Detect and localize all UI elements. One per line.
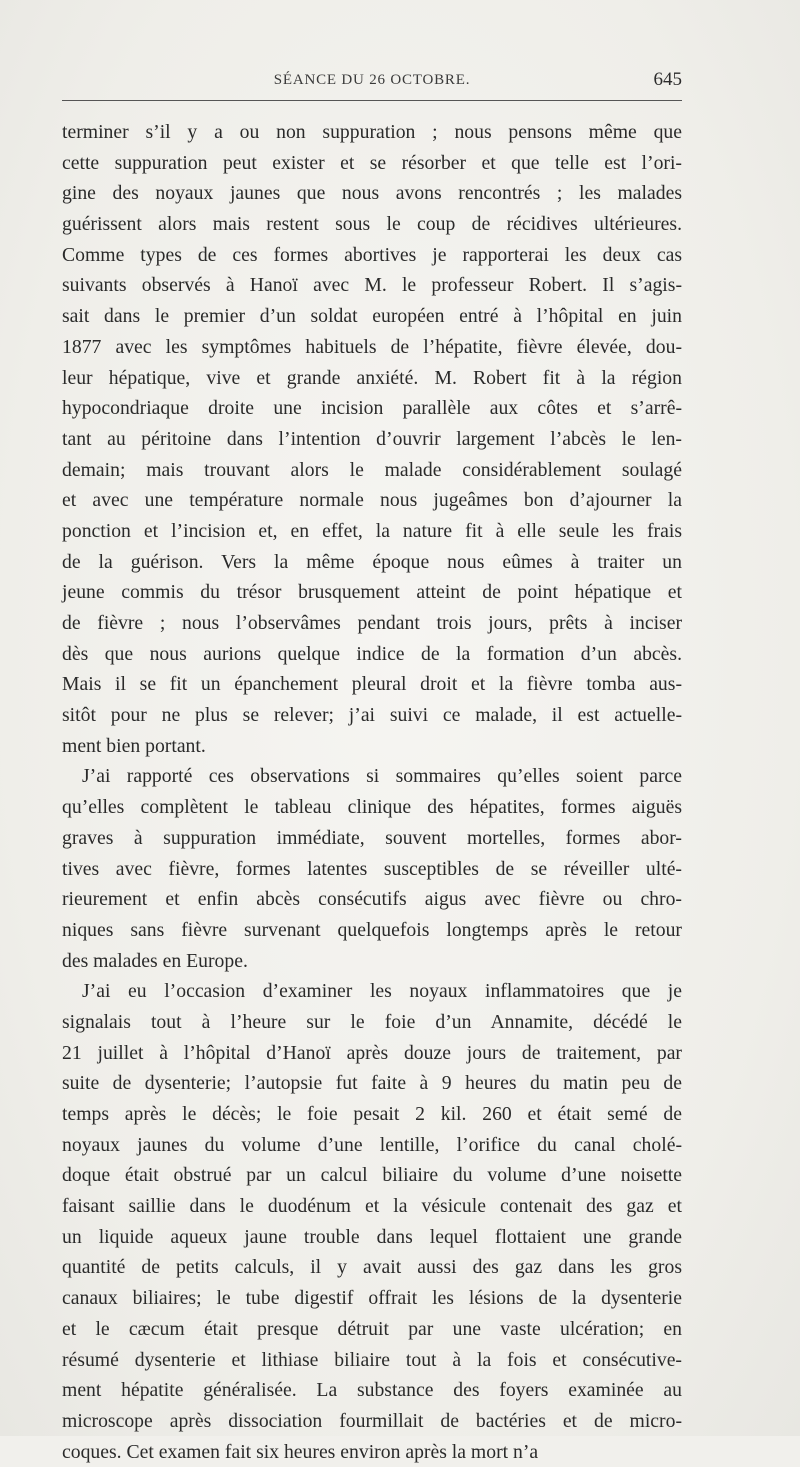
text-line: quantité de petits calculs, il y avait aussi des gaz dans les gros (62, 1256, 682, 1279)
text-line: tives avec fièvre, formes latentes susceptibles de se réveiller ulté- (62, 857, 682, 880)
text-line: ment hépatite généralisée. La substance des foyers examinée au (62, 1379, 682, 1402)
text-line: J’ai rapporté ces observations si sommaires qu’elles soient parce (82, 765, 682, 788)
text-line: rieurement et enfin abcès consécutifs aigus avec fièvre ou chro- (62, 888, 682, 911)
text-line: noyaux jaunes du volume d’une lentille, l’orifice du canal cholé- (62, 1133, 682, 1156)
running-head: SÉANCE DU 26 OCTOBRE. (273, 72, 471, 88)
text-line: suivants observés à Hanoï avec M. le professeur Robert. Il s’agis- (62, 274, 682, 297)
text-line: niques sans fièvre survenant quelquefois longtemps après le retour (62, 918, 682, 941)
text-line: hypocondriaque droite une incision parallèle aux côtes et s’arrê- (62, 397, 682, 420)
text-line: J’ai eu l’occasion d’examiner les noyaux inflammatoires que je (82, 980, 682, 1003)
body-text (62, 117, 682, 1467)
text-line: demain; mais trouvant alors le malade considérablement soulagé (62, 458, 682, 481)
text-line: résumé dysenterie et lithiase biliaire tout à la fois et consécutive- (62, 1348, 682, 1371)
paragraph (62, 761, 682, 976)
text-line: cette suppuration peut exister et se résorber et que telle est l’ori- (62, 151, 682, 174)
page-header (62, 62, 682, 102)
paragraph (62, 117, 682, 761)
text-line: jeune commis du trésor brusquement atteint de point hépatique et (62, 581, 682, 604)
text-line: et avec une température normale nous jugeâmes bon d’ajourner la (62, 489, 682, 512)
text-line: gine des noyaux jaunes que nous avons rencontrés ; les malades (62, 182, 682, 205)
text-line: coques. Cet examen fait six heures environ après la mort n’a (62, 1440, 539, 1463)
text-line: de la guérison. Vers la même époque nous eûmes à traiter un (62, 550, 682, 573)
header-rule (62, 100, 682, 101)
text-line: ponction et l’incision et, en effet, la nature fit à elle seule les frais (62, 519, 682, 542)
text-line: 1877 avec les symptômes habituels de l’hépatite, fièvre élevée, dou- (62, 335, 682, 358)
text-line: microscope après dissociation fourmillait de bactéries et de micro- (62, 1409, 682, 1432)
text-line: 21 juillet à l’hôpital d’Hanoï après douze jours de traitement, par (62, 1041, 682, 1064)
text-line: leur hépatique, vive et grande anxiété. M. Robert fit à la région (62, 366, 682, 389)
text-line: qu’elles complètent le tableau clinique des hépatites, formes aiguës (62, 796, 682, 819)
text-line: un liquide aqueux jaune trouble dans lequel flottaient une grande (62, 1225, 682, 1248)
text-line: ment bien portant. (62, 734, 206, 757)
paragraph (62, 976, 682, 1467)
text-line: et le cæcum était presque détruit par une vaste ulcération; en (62, 1317, 682, 1340)
text-line: signalais tout à l’heure sur le foie d’un Annamite, décédé le (62, 1010, 682, 1033)
text-line: sitôt pour ne plus se relever; j’ai suivi ce malade, il est actuelle- (62, 704, 682, 727)
text-line: faisant saillie dans le duodénum et la vésicule contenait des gaz et (62, 1195, 682, 1218)
text-line: temps après le décès; le foie pesait 2 kil. 260 et était semé de (62, 1103, 682, 1125)
text-line: terminer s’il y a ou non suppuration ; nous pensons même que (62, 121, 682, 143)
text-line: guérissent alors mais restent sous le coup de récidives ultérieures. (62, 213, 682, 236)
text-line: sait dans le premier d’un soldat européen entré à l’hôpital en juin (62, 305, 682, 328)
text-line: de fièvre ; nous l’observâmes pendant trois jours, prêts à inciser (62, 612, 682, 634)
text-line: graves à suppuration immédiate, souvent mortelles, formes abor- (62, 826, 682, 849)
page-number: 645 (653, 69, 682, 90)
text-line: Mais il se fit un épanchement pleural droit et la fièvre tomba aus- (62, 673, 682, 696)
text-line: canaux biliaires; le tube digestif offrait les lésions de la dysenterie (62, 1287, 682, 1310)
text-line: dès que nous aurions quelque indice de la formation d’un abcès. (62, 642, 682, 665)
text-line: tant au péritoine dans l’intention d’ouvrir largement l’abcès le len- (62, 427, 682, 450)
text-line: suite de dysenterie; l’autopsie fut faite à 9 heures du matin peu de (62, 1072, 682, 1095)
text-line: Comme types de ces formes abortives je rapporterai les deux cas (62, 243, 682, 266)
text-line: des malades en Europe. (62, 949, 248, 972)
text-line: doque était obstrué par un calcul biliaire du volume d’une noisette (62, 1164, 682, 1187)
